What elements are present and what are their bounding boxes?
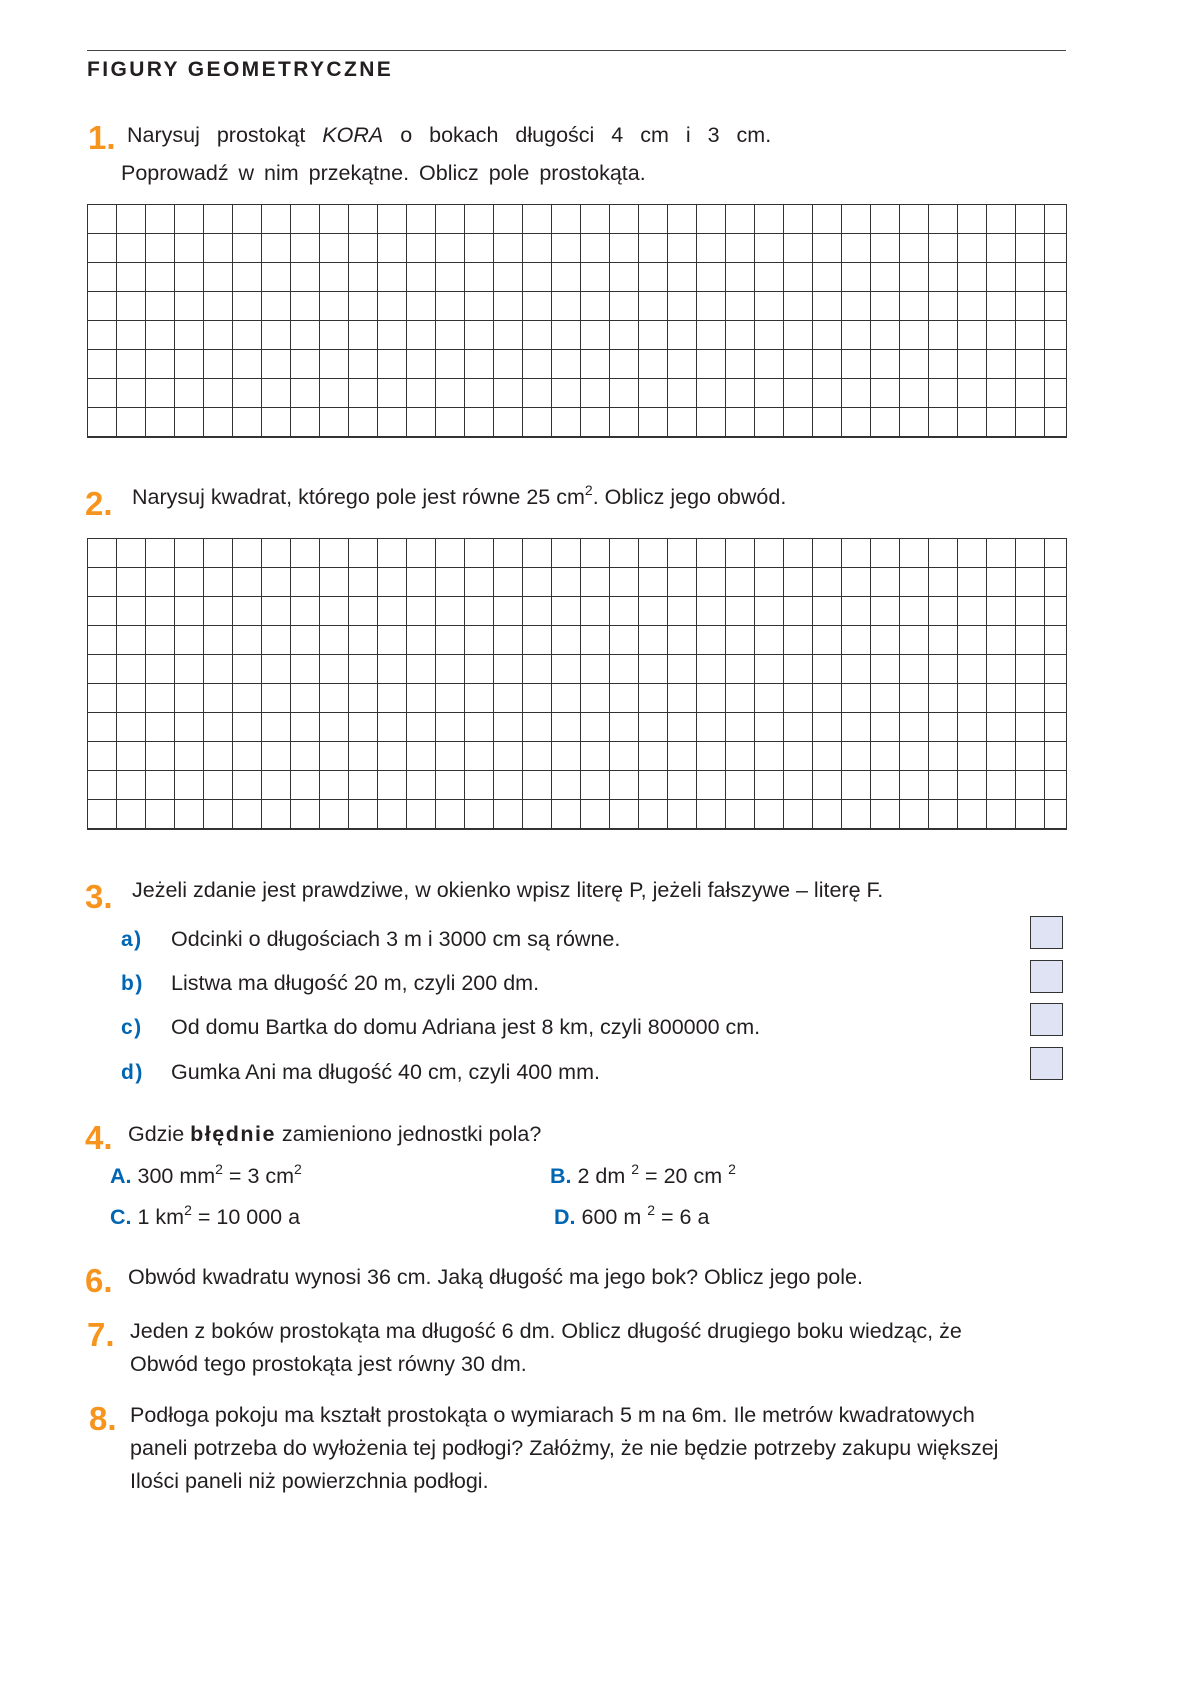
task-3a-label: a) bbox=[121, 928, 143, 951]
task-4-text-pre: Gdzie bbox=[128, 1122, 185, 1146]
task-3b-label: b) bbox=[121, 972, 144, 995]
task-2-sup: 2 bbox=[584, 482, 593, 498]
task-3d-label: d) bbox=[121, 1061, 144, 1084]
option-d-p1: 600 m bbox=[581, 1205, 648, 1229]
task-4-text-post: zamieniono jednostki pola? bbox=[281, 1122, 542, 1146]
task-2-text-pre: Narysuj kwadrat, którego pole jest równe 25 cm bbox=[132, 485, 585, 509]
option-a-label: A. bbox=[110, 1164, 132, 1188]
task-1-line-1 bbox=[127, 123, 771, 149]
task-4-number: 4. bbox=[85, 1119, 113, 1156]
task-7-number: 7. bbox=[87, 1316, 115, 1353]
task-2-text bbox=[132, 482, 787, 511]
task-4-text bbox=[128, 1122, 541, 1148]
task-6-text: Obwód kwadratu wynosi 36 cm. Jaką długość ma jego bok? Oblicz jego pole. bbox=[128, 1265, 863, 1289]
option-c-s1: 2 bbox=[184, 1202, 192, 1218]
task-7-line-2: Obwód tego prostokąta jest równy 30 dm. bbox=[130, 1352, 527, 1376]
task-7-line-1: Jeden z boków prostokąta ma długość 6 dm. Oblicz długość drugiego boku wiedząc, że bbox=[130, 1319, 962, 1343]
option-d-s1: 2 bbox=[647, 1202, 656, 1218]
task-3d-answer-box[interactable] bbox=[1030, 1047, 1063, 1080]
task-3a-text: Odcinki o długościach 3 m i 3000 cm są równe. bbox=[171, 927, 621, 951]
task-3-text: Jeżeli zdanie jest prawdziwe, w okienko wpisz literę P, jeżeli fałszywe – literę F. bbox=[132, 878, 884, 902]
task-8-line-3: Ilości paneli niż powierzchnia podłogi. bbox=[130, 1469, 489, 1493]
task-4-text-bold: błędnie bbox=[190, 1122, 276, 1146]
task-3c-label: c) bbox=[121, 1016, 143, 1039]
option-b-p1: 2 dm bbox=[577, 1164, 632, 1188]
task-1-drawing-grid[interactable] bbox=[87, 204, 1067, 438]
task-4-option-a[interactable] bbox=[110, 1161, 302, 1190]
page-title: FIGURY GEOMETRYCZNE bbox=[87, 58, 394, 81]
option-c-p2: = 10 000 a bbox=[191, 1205, 301, 1229]
task-2-text-post: . Oblicz jego obwód. bbox=[592, 485, 787, 509]
option-a-s1: 2 bbox=[215, 1161, 223, 1177]
task-3c-answer-box[interactable] bbox=[1030, 1003, 1063, 1036]
task-3c-text: Od domu Bartka do domu Adriana jest 8 km, czyli 800000 cm. bbox=[171, 1015, 761, 1039]
option-a-p2: = 3 cm bbox=[222, 1164, 295, 1188]
task-3-number: 3. bbox=[85, 878, 113, 915]
task-4-option-d[interactable] bbox=[554, 1202, 710, 1231]
task-2-drawing-grid[interactable] bbox=[87, 538, 1067, 830]
task-4-option-b[interactable] bbox=[550, 1161, 736, 1190]
task-3b-text: Listwa ma długość 20 m, czyli 200 dm. bbox=[171, 971, 540, 995]
option-a-p1: 300 mm bbox=[137, 1164, 216, 1188]
option-d-label: D. bbox=[554, 1205, 576, 1229]
task-1-rect-name: KORA bbox=[322, 123, 384, 147]
task-8-line-1: Podłoga pokoju ma kształt prostokąta o wymiarach 5 m na 6m. Ile metrów kwadratowych bbox=[130, 1403, 975, 1427]
option-b-label: B. bbox=[550, 1164, 572, 1188]
task-3b-answer-box[interactable] bbox=[1030, 960, 1063, 993]
task-1-number: 1. bbox=[88, 119, 116, 156]
task-1-line-2: Poprowadź w nim przekątne. Oblicz pole prostokąta. bbox=[121, 161, 646, 185]
option-b-s2: 2 bbox=[728, 1161, 736, 1177]
task-4-option-c[interactable] bbox=[110, 1202, 301, 1231]
task-8-number: 8. bbox=[89, 1400, 117, 1437]
option-c-p1: 1 km bbox=[137, 1205, 185, 1229]
task-8-line-2: paneli potrzeba do wyłożenia tej podłogi? Załóżmy, że nie będzie potrzeby zakupu większej bbox=[130, 1436, 999, 1460]
task-3d-text: Gumka Ani ma długość 40 cm, czyli 400 mm. bbox=[171, 1060, 600, 1084]
option-b-s1: 2 bbox=[631, 1161, 640, 1177]
task-1-text-post: o bokach długości 4 cm i 3 cm. bbox=[400, 123, 772, 147]
option-d-p2: = 6 a bbox=[655, 1205, 710, 1229]
top-divider bbox=[87, 50, 1066, 51]
task-2-number: 2. bbox=[85, 485, 113, 522]
option-a-s2: 2 bbox=[294, 1161, 302, 1177]
option-b-p2: = 20 cm bbox=[639, 1164, 729, 1188]
task-1-text-pre: Narysuj prostokąt bbox=[127, 123, 306, 147]
task-3a-answer-box[interactable] bbox=[1030, 916, 1063, 949]
option-c-label: C. bbox=[110, 1205, 132, 1229]
task-6-number: 6. bbox=[85, 1262, 113, 1299]
